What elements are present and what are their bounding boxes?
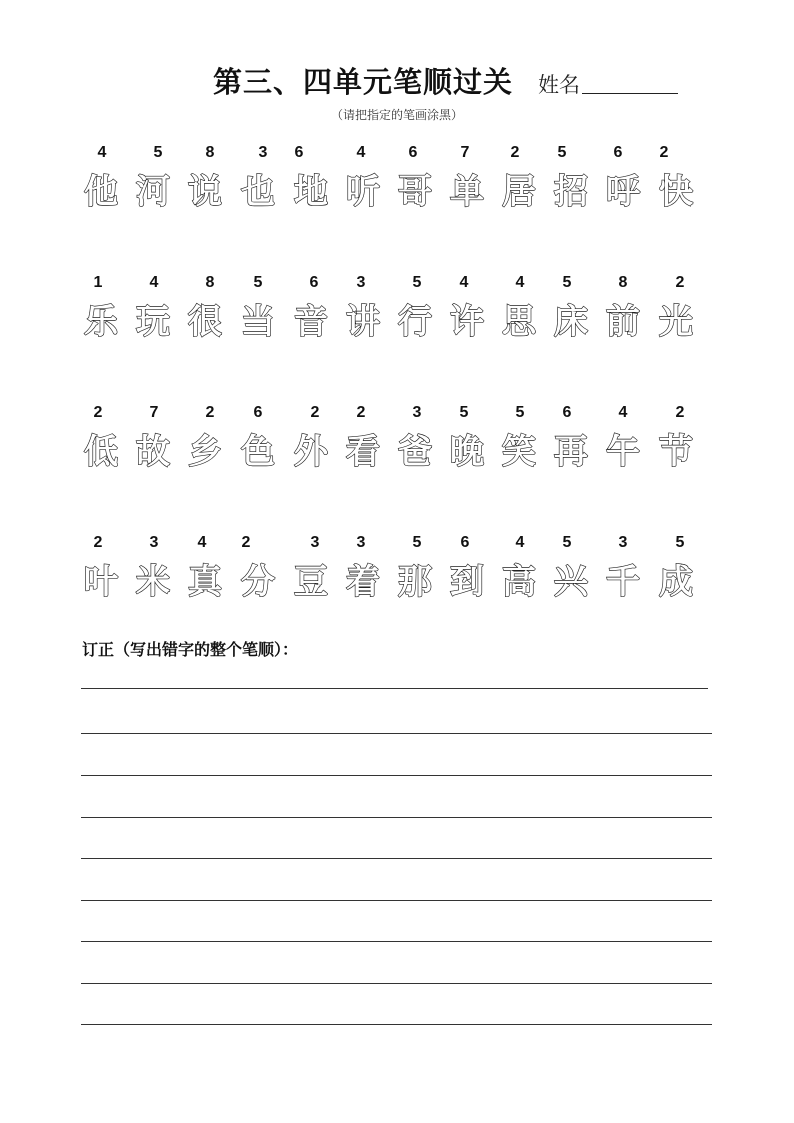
- outline-character[interactable]: 看: [346, 432, 380, 472]
- writing-line[interactable]: [81, 858, 712, 859]
- outline-character[interactable]: 千: [606, 562, 640, 602]
- stroke-number: 5: [562, 274, 572, 291]
- char-row: [0, 274, 794, 364]
- outline-character[interactable]: 床: [554, 302, 588, 342]
- outline-character[interactable]: 那: [398, 562, 432, 602]
- outline-character[interactable]: 地: [294, 172, 328, 212]
- stroke-number: 3: [618, 534, 628, 551]
- stroke-number: 5: [253, 274, 263, 291]
- outline-character[interactable]: 许: [450, 302, 484, 342]
- outline-character[interactable]: 光: [659, 302, 693, 342]
- stroke-number: 2: [659, 144, 669, 161]
- stroke-number: 5: [557, 144, 567, 161]
- outline-character[interactable]: 快: [659, 172, 693, 212]
- writing-line[interactable]: [81, 688, 708, 689]
- outline-character[interactable]: 听: [346, 172, 380, 212]
- stroke-number: 3: [356, 274, 366, 291]
- outline-character[interactable]: 很: [188, 302, 222, 342]
- stroke-number: 7: [149, 404, 159, 421]
- outline-character[interactable]: 也: [241, 172, 275, 212]
- outline-character[interactable]: 单: [450, 172, 484, 212]
- stroke-number: 3: [412, 404, 422, 421]
- stroke-number: 6: [253, 404, 263, 421]
- outline-character[interactable]: 成: [659, 562, 693, 602]
- stroke-number: 5: [459, 404, 469, 421]
- stroke-number: 3: [356, 534, 366, 551]
- outline-character[interactable]: 讲: [346, 302, 380, 342]
- outline-character[interactable]: 说: [188, 172, 222, 212]
- stroke-number: 2: [205, 404, 215, 421]
- outline-character[interactable]: 呼: [606, 172, 640, 212]
- stroke-number: 4: [149, 274, 159, 291]
- outline-character[interactable]: 招: [554, 172, 588, 212]
- stroke-number: 5: [562, 534, 572, 551]
- outline-character[interactable]: 爸: [398, 432, 432, 472]
- stroke-number: 6: [408, 144, 418, 161]
- stroke-number: 5: [412, 274, 422, 291]
- stroke-number: 8: [618, 274, 628, 291]
- outline-character[interactable]: 故: [136, 432, 170, 472]
- char-row: [0, 144, 794, 234]
- stroke-number: 5: [153, 144, 163, 161]
- name-label: 姓名: [538, 73, 580, 97]
- outline-character[interactable]: 思: [502, 302, 536, 342]
- stroke-number: 2: [93, 534, 103, 551]
- outline-character[interactable]: 玩: [136, 302, 170, 342]
- writing-line[interactable]: [81, 1024, 712, 1025]
- header: [0, 60, 794, 104]
- page-title: 第三、四单元笔顺过关: [213, 65, 514, 99]
- outline-character[interactable]: 高: [502, 562, 536, 602]
- stroke-number: 1: [93, 274, 103, 291]
- writing-line[interactable]: [81, 900, 712, 901]
- outline-character[interactable]: 分: [241, 562, 275, 602]
- stroke-number: 2: [675, 274, 685, 291]
- outline-character[interactable]: 音: [294, 302, 328, 342]
- stroke-number: 2: [93, 404, 103, 421]
- outline-character[interactable]: 他: [84, 172, 118, 212]
- outline-character[interactable]: 乡: [188, 432, 222, 472]
- stroke-number: 6: [309, 274, 319, 291]
- outline-character[interactable]: 低: [84, 432, 118, 472]
- outline-character[interactable]: 居: [502, 172, 536, 212]
- stroke-number: 4: [197, 534, 207, 551]
- outline-character[interactable]: 前: [606, 302, 640, 342]
- stroke-number: 4: [97, 144, 107, 161]
- stroke-number: 4: [515, 534, 525, 551]
- stroke-number: 2: [241, 534, 251, 551]
- stroke-number: 6: [613, 144, 623, 161]
- outline-character[interactable]: 乐: [84, 302, 118, 342]
- stroke-number: 5: [515, 404, 525, 421]
- stroke-number: 7: [460, 144, 470, 161]
- stroke-number: 2: [356, 404, 366, 421]
- outline-character[interactable]: 笑: [502, 432, 536, 472]
- outline-character[interactable]: 兴: [554, 562, 588, 602]
- outline-character[interactable]: 外: [294, 432, 328, 472]
- char-row: [0, 534, 794, 624]
- stroke-number: 4: [515, 274, 525, 291]
- stroke-number: 6: [562, 404, 572, 421]
- outline-character[interactable]: 哥: [398, 172, 432, 212]
- outline-character[interactable]: 着: [346, 562, 380, 602]
- outline-character[interactable]: 晚: [450, 432, 484, 472]
- writing-line[interactable]: [81, 733, 712, 734]
- writing-line[interactable]: [81, 775, 712, 776]
- stroke-number: 3: [149, 534, 159, 551]
- name-input-line[interactable]: [582, 93, 678, 94]
- writing-line[interactable]: [81, 817, 712, 818]
- stroke-number: 5: [675, 534, 685, 551]
- outline-character[interactable]: 当: [241, 302, 275, 342]
- stroke-number: 8: [205, 274, 215, 291]
- outline-character[interactable]: 节: [659, 432, 693, 472]
- stroke-number: 2: [510, 144, 520, 161]
- stroke-number: 5: [412, 534, 422, 551]
- stroke-number: 8: [205, 144, 215, 161]
- stroke-number: 4: [459, 274, 469, 291]
- instruction-text: （请把指定的笔画涂黑）: [330, 108, 463, 122]
- outline-character[interactable]: 再: [554, 432, 588, 472]
- outline-character[interactable]: 河: [136, 172, 170, 212]
- outline-character[interactable]: 色: [241, 432, 275, 472]
- stroke-number: 6: [460, 534, 470, 551]
- outline-character[interactable]: 豆: [294, 562, 328, 602]
- correction-label: 订正（写出错字的整个笔顺）：: [82, 640, 299, 659]
- stroke-number: 2: [675, 404, 685, 421]
- outline-character[interactable]: 真: [188, 562, 222, 602]
- stroke-number: 3: [258, 144, 268, 161]
- char-row: [0, 404, 794, 494]
- writing-line[interactable]: [81, 941, 712, 942]
- outline-character[interactable]: 米: [136, 562, 170, 602]
- outline-character[interactable]: 行: [398, 302, 432, 342]
- stroke-number: 2: [310, 404, 320, 421]
- outline-character[interactable]: 到: [450, 562, 484, 602]
- stroke-number: 4: [356, 144, 366, 161]
- writing-line[interactable]: [81, 983, 712, 984]
- stroke-number: 4: [618, 404, 628, 421]
- outline-character[interactable]: 叶: [84, 562, 118, 602]
- outline-character[interactable]: 午: [606, 432, 640, 472]
- stroke-number: 3: [310, 534, 320, 551]
- stroke-number: 6: [294, 144, 304, 161]
